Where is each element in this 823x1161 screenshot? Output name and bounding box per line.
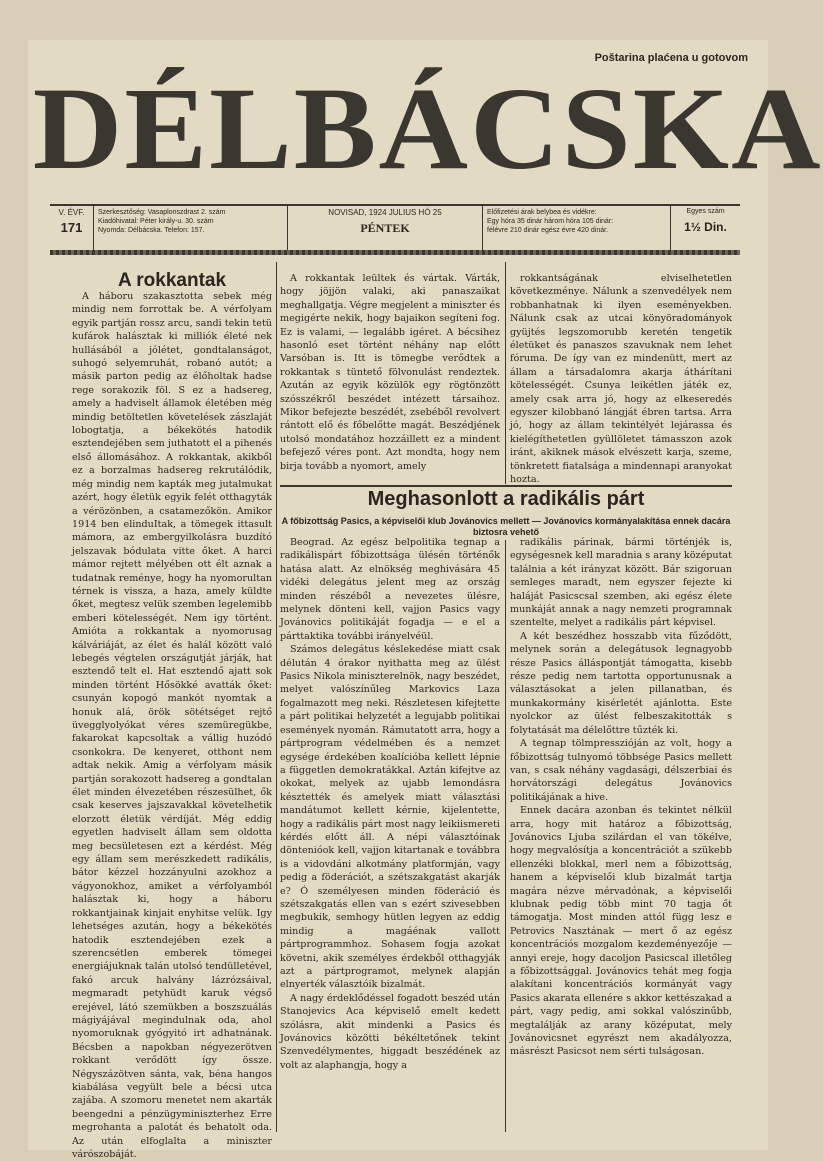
office-line-3: Nyomda: Délbácska. Telefon: 157. xyxy=(98,227,205,234)
paragraph: A tegnap tölmpresszióján az volt, hogy a főbizottság tulnyomó többsége Pasics mellett van, s csak néhány vagdasági, délszerbiai és horvátországi delegátus Jovánovics politikájának a hive. xyxy=(510,738,732,803)
header-bar xyxy=(50,204,740,252)
paragraph: radikális párinak, bármi történjék is, egységesnek kell maradnia s arany középutat találnia a két irányzat között. Bár szigoruan semleges maradt, nem egyszer fejezte ki haláját Pasicscsal szemben, aki egész élete munkáját annak a nagy nemzeti programnak szentelte, melyet a radikális párt képvisel. xyxy=(510,537,732,629)
paragraph: Ennek dacára azonban és tekintet nélkül arra, hogy mit határoz a főbizottság, Jovánovics Ljuba szilárdan el van tökélve, hogy megvalósítja a koncentrációt a szükebb ellenzéki blokkal, merl nem a főbizottság, hanem a képviselői klub bizalmát tartja magára nézve mérvadónak, a képviselői klubnak pedig több mint 70 tagja őt támogatja. Most minden attól függ lesz e Petrovics Nasztának — mert ő az egész koncentrációs mozgalom kezdeményezője — annyi ereje, hogy dacoljon Pasicscal illetőleg a főbizottsággal. Jovánovics tehát meg fogja alakítani koncentrációs kormányát vagy Pasics akarata ellenére s akkor kettészakad a párt, vagy pedig, ami sokkal valószinűbb, megtalálják az arany középutat, mely Jovánovicsnet egyrészt nem akadályozza, másrészt Pasicsot nem sérti tulságosan. xyxy=(510,805,732,1058)
newspaper-title: DÉLBÁCSKA xyxy=(32,63,823,194)
article1-headline: A rokkantak xyxy=(117,270,227,291)
price-info xyxy=(671,206,740,250)
subscription-line-2: Egy hóra 35 dinár három hóra 105 dinár: xyxy=(487,218,614,225)
price: 1½ Din. xyxy=(684,220,727,234)
subscription-line-3: félévre 210 dinár egész évre 420 dinár. xyxy=(487,227,609,234)
volume: V. ÉVF. xyxy=(58,208,85,217)
article1-column-3 xyxy=(510,272,732,484)
paragraph: A rokkantak leültek és vártak. Várták, hogy jöjjön valaki, aki panaszaikat meghallgatja. Végre megjelent a miniszter és megigérte nekik, hogy bajaikon segíteni fog. Ez is valami, — legalább igéret. A bécsihez hasonló eset történt néhány nap előtt Varsóban is. Itt is tömegbe verődtek a rokkantak s tüntető fölvonulást rendeztek. Azután az egyik közülök egy rögtönzött szósszékről beszédet intézett társaihoz. Mikor befejezte beszédét, zsebéből revolvert rántott elő és főbelőtte magát. Beszédjének utolsó mondatához hozzáillett ez a mindent befejező véres pont. Azt mondta, hogy nem birja tovább a nyomort, amely xyxy=(280,273,500,472)
postage-note: Poštarina plaćena u gotovom xyxy=(594,52,748,64)
article2-headline: Meghasonlott a radikális párt xyxy=(367,488,645,510)
paragraph: Számos delegátus késlekedése miatt csak délután 4 órakor nyithatta meg az ülést Pasics Nikola miniszterelnök, nagy beszédet, melyet valószínűleg Markovics Laza fogalmazott meg neki. Részletesen kifejtette a párt politikai helyzetét a legujabb politikai események nyomán. Rámutatott arra, hogy a pártprogram védelmében és a nemzet egysége érdekében koalícióba kellett lépnie a független demokratákkal. Aztán kifejtve az okokat, melyek az ujabb lemondásra késztették és amelyek miatt választási mandátumot kellett kérnie, kijelentette, hogy a radikális párt most nagy leikiismereti kérdés előtt áll. A népi választóinak döntenióok kell, vajjon kitartanak e továbbra is a vidovdáni alkotmány platformján, vagy pedig a föderációt, a szétszakgatást akarják e? Ó személyesen minden föderáció és szétszakgatás ellen van s ezért szivesebben megbukik, semhogy hütlen legyen az eddig mindig a magáénak vallott pártprogrammhoz. Sohasem fogja azokat követni, akik személyes érdekből otthagyják azt a pártprogramot, melynek alapján elnyerték választóik bizalmát. xyxy=(280,644,500,991)
article1-column-1 xyxy=(72,290,272,1160)
article1-column-2 xyxy=(280,272,500,484)
price-label: Egyes szám xyxy=(686,208,725,215)
weekday: PÉNTEK xyxy=(360,221,410,235)
article2-column-2 xyxy=(510,536,732,1136)
office-line-1: Szerkesztőség: Vasaplonszdrast 2. szám xyxy=(98,209,226,216)
section-divider xyxy=(280,485,732,487)
paragraph: rokkantságának elviselhetetlen következménye. Nálunk a szenvedélyek nem robbanhatnak ki ilyen eseményekben. Nálunk csak az utcai könyöradományok gyüjtés legszomorubb keretén tengetik életüket és panaszos szavuknak nem lehet fóruma. De így van ez mindenütt, mert az állam a társadalomra akarja áthárítani kötelességét. Csunya leikétlen játék ez, amely csak arra jó, hogy az elkeseredés egyszer kilobbanó lángját ébren tartsa. Arra jó, hogy az állam tekintélyét lejárassa és kielégíthetetlen gyüllöletet támasszon azok iránt, akiknek mások elvészett karja, szeme, tönkretett fiatalsága a mindennapi aranyokat hozta. xyxy=(510,273,732,486)
paragraph: A háboru szakasztotta sebek még mindig nem forrottak be. A vérfolyam egyik partján rossz arcu, sandi tekin tetü kufárok halásztak ki milliók életé nek hullásából a jólétet, gondtalanságot, suhogó selyemruhát, robanó autót; a másik parton pedig az élőholtak hadse rege sorakozik föl. S ez a hadsereg, amely a hadviselt államok életében még mindig betöltetlen követelések zászlaját lobogtatja, a békekötés hatodik esztendejében sem juthatott el a pihenés első állomásához. A rokkantak, akikből ez a borzalmas hadsereg rekrutálódik, még mindig nem kapták meg jutalmukat azért, hogy életük egyik felét otthagyták a vérözönben, a csatamezőkön. Amikor 1914 ben elinduItak, a tömegek ittasult mámora, az embergyilkolásra buzdító jelszavak bódulata vitte őket. A harci mámor rejtett mélyében ott élt aznak a tudatnak reménye, hogy ha nyomorultan térnek is vissza, a haza, amely küldte őket, megtesz velük szemben legelemibb emberi kötelességét. Nem igy történt. Amióta a rokkantak a nyomorusag kálváriáját, az élet és halál között való lebegés végtelen országutját járják, hat esztendő telt el. Hat esztendő ajatt sok minden történt Hősökké avatták őket: csunyán kopogó mankót nyomtak a honuk alá, örök sötétséget rejtő üvegglyolyókat véres szemüregükbe, fakarokat kapcsoltak a vállig huzódó csonkokra. De kenyeret, otthont nem adtak nekik. Amig a vérfolyam másik partján sorakozott hadsereg a gondtalan élet minden élvezetében részesülhet, ők csak keserves jajszavakkal követelhetik elorzott életük vérdíját. Még eddig egyetlen hadviselt állam sem oldotta meg becsületesen ezt a kérdést. Még egy állam sem merészkedett radikális, bátor kézzel hozzányulni azokhoz a vágyonokhoz, amiket a vérfolyamból halásztak ki, hogy a háboru rokkantjainak kinjait enyhitse velük. Igy lehetséges azután, hogy a békekötés hatodik esztendejében ezek a szerencsétlen emberek tömegei energiájuknak talán utolsó tendülletével, fakó arcuk halvány lázrózsáival, megmaradt petyhüdt karuk végső erejével, látó szemükben a boszszuálás mágiyájával megindulnak oda, ahol nyomoruknak gyógyitó irt adhatnának. Bécsben a napokban négyezerötven rokkant verődött így össze. Négyszázötven sánta, vak, béna hangos kiabálása vegyült bele a bécsi utca zajába. A szomoru menetet nem akarták beengedni a pénzügyminiszterhez Erre megrohanta a palotát és behatolt oda. Az után elfoglalta a miniszter várószobáját. xyxy=(72,291,272,1160)
article2-subheading: A főbizottság Pasics, a képviselői klub Jovánovics mellett — Jovánovics kormányalakítása ennek dacára biztosra vehető xyxy=(281,516,731,537)
date-info xyxy=(288,206,483,250)
column-divider xyxy=(505,540,506,1132)
place-date: NOVISAD, 1924 JULIUS HÓ 25 xyxy=(328,208,442,217)
article2-column-1 xyxy=(280,536,500,1136)
column-divider xyxy=(505,262,506,484)
masthead xyxy=(32,63,823,194)
paragraph: Beograd. Az egész belpolitika tegnap a radikálispárt főbizottsága ülésén történők hatása alatt. Az elnökség meghivására 45 vidéki delegátus jelent meg az ország minden részéből a nevezetes ülésre, melynek dönteni kell, vajjon Pasics vagy Jovánovics politikáját fogadja — e el a párttaktika további irányelvéül. xyxy=(280,537,500,642)
office-info xyxy=(94,206,288,250)
office-line-2: Kiadóhivatal: Péter király-u. 30. szám xyxy=(98,218,214,225)
paragraph: A két beszédhez hosszabb vita fűződött, melynek során a delegátusok legnagyobb része Pasics álláspontját támogatta, kisebb része pedig nem tartotta opportunusnak a választásokat a jelen pillanatban, és munkakormány kisérletét ajánlotta. Este nyolckor az ülést felbeszakitották s folytatását ma délelőttre tűzték ki. xyxy=(510,630,732,736)
subscription-info xyxy=(483,206,671,250)
column-divider xyxy=(276,262,277,1132)
issue-info xyxy=(50,206,94,250)
decorative-rule xyxy=(50,250,740,255)
subscription-line-1: Előfizetési árak belybea és vidékre: xyxy=(487,209,597,216)
paragraph: A nagy érdeklődéssel fogadott beszéd után Stanojevics Aca képviselő emelt kedett szólásra, akit mindenki a Pasics és Jovánovics közötti békéltetőnek tekint Szenvedélymentes, higgadt beszédének az volt az alaphangja, hogy a xyxy=(280,992,500,1071)
issue-number: 171 xyxy=(60,220,83,235)
